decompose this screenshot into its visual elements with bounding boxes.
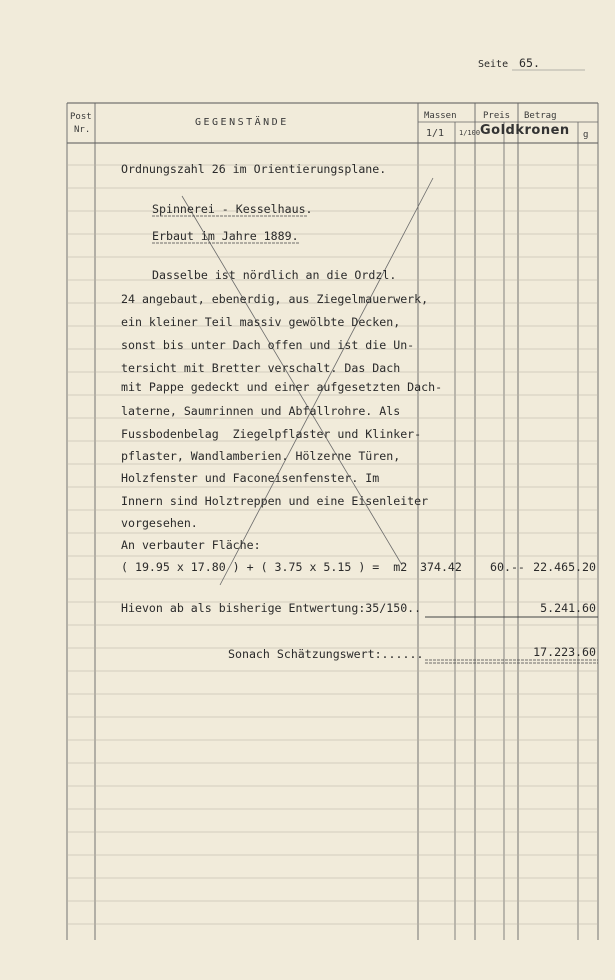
page-number: 65. [519, 56, 540, 70]
body-line: Dasselbe ist nördlich an die Ordzl. [152, 268, 397, 282]
body-line: vorgesehen. [121, 516, 198, 530]
header-ratio-1-1: 1/1 [426, 128, 445, 139]
body-line: Innern sind Holztreppen und eine Eisenleiter [121, 494, 429, 508]
body-line: mit Pappe gedeckt und einer aufgesetzten Dach- [121, 380, 443, 394]
total-label: Sonach Schätzungswert:...... [228, 647, 424, 661]
preis-value: 60.-- [490, 560, 525, 574]
page-label: Seite [478, 59, 509, 70]
deduction-value: 5.241.60 [540, 601, 596, 615]
deduction-label: Hievon ab als bisherige Entwertung:35/150.. [121, 601, 422, 615]
body-line: Ordnungszahl 26 im Orientierungsplane. [121, 162, 387, 176]
body-line: sonst bis unter Dach offen und ist die Un- [121, 338, 415, 352]
header-preis: Preis [483, 111, 511, 121]
body-line: An verbauter Fläche: [121, 538, 261, 552]
total-value: 17.223.60 [533, 645, 596, 659]
massen-value: 374.42 [420, 560, 462, 574]
header-items: GEGENSTÄNDE [195, 117, 289, 128]
header-g: g [583, 130, 589, 140]
body-line: ein kleiner Teil massiv gewölbte Decken, [121, 315, 401, 329]
body-line: laterne, Saumrinnen und Abfallrohre. Als [121, 404, 401, 418]
header-post: Post [70, 112, 92, 122]
body-line: 24 angebaut, ebenerdig, aus Ziegelmauerwerk, [121, 292, 429, 306]
body-line: Spinnerei - Kesselhaus. [152, 202, 313, 216]
betrag-value: 22.465.20 [533, 560, 596, 574]
header-ratio-1-100: 1/100 [459, 129, 481, 137]
currency-stamp: Goldkronen [480, 123, 570, 138]
body-line: pflaster, Wandlamberien. Hölzerne Türen, [121, 449, 401, 463]
body-line: Erbaut im Jahre 1889. [152, 229, 299, 243]
body-line: Holzfenster und Faconeisenfenster. Im [121, 471, 380, 485]
body-line: Fussbodenbelag Ziegelpflaster und Klinker- [121, 427, 422, 441]
header-nr: Nr. [74, 125, 91, 135]
header-betrag: Betrag [524, 111, 557, 121]
area-formula: ( 19.95 x 17.80 ) + ( 3.75 x 5.15 ) = m2 [121, 560, 408, 574]
body-line: tersicht mit Bretter verschalt. Das Dach [121, 361, 401, 375]
header-massen: Massen [424, 111, 457, 121]
